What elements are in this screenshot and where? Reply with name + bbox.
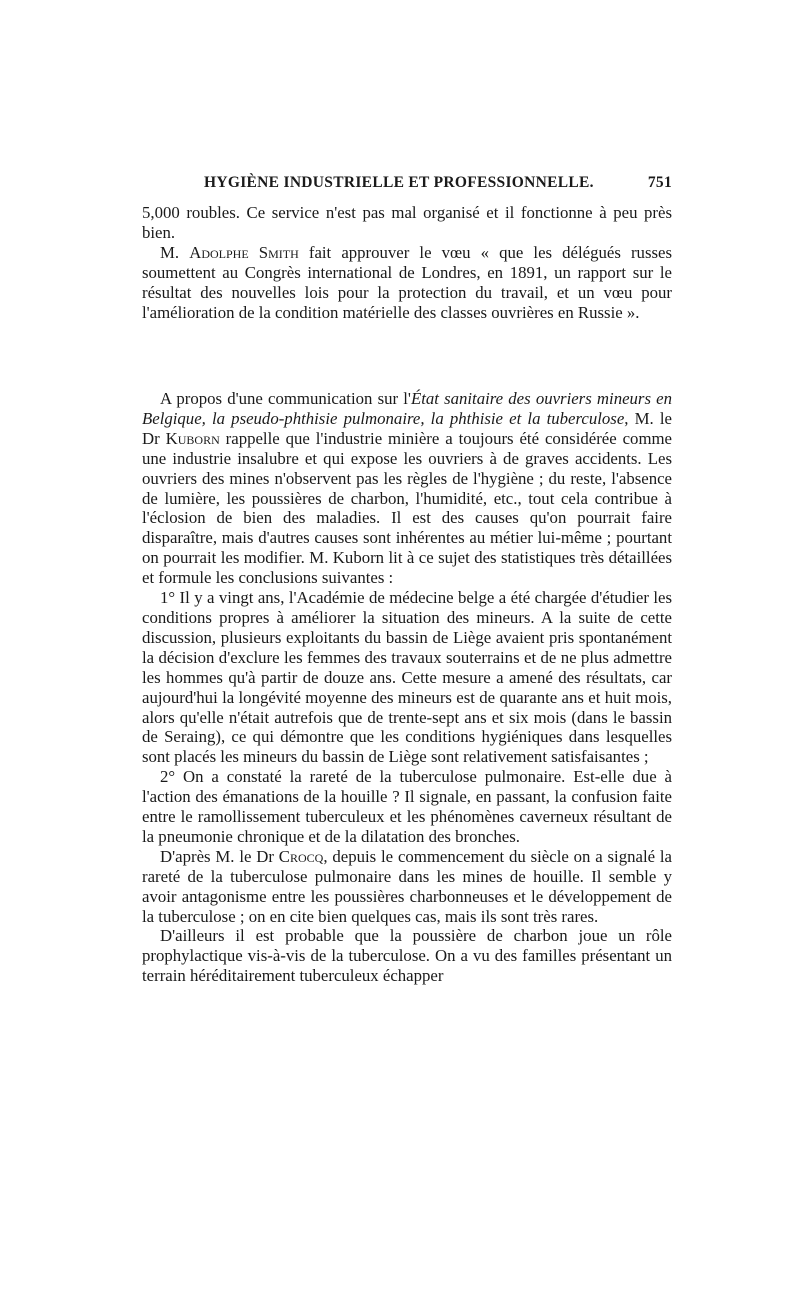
running-header	[142, 172, 672, 196]
paragraph-intro: A propos d'une communication sur l'	[160, 389, 411, 408]
text-block-main	[142, 389, 672, 986]
paragraph-smith	[142, 243, 672, 323]
text-block-top	[142, 203, 672, 322]
paragraph-mid: , M. le Dr	[142, 408, 672, 448]
paragraph-conclusion-1: 1° Il y a vingt ans, l'Académie de médecine belge a été chargée d'étudier les conditions propres à améliorer la situation des mineurs. A la suite de cette discussion, plusieurs exploitants du bassin de Liège avaient pris spontanément la décision d'exclure les femmes des travaux souterrains et de ne plus admettre les hommes qu'à partir de douze ans. Cette mesure a amené des résultats, car aujourd'hui la longévité moyenne des mineurs est de quarante ans et huit mois, alors qu'elle n'était autrefois que de trente-sept ans et six mois (dans le bassin de Seraing), ce qui démontre que les conditions hygiéniques dans lesquelles sont placés les mineurs du bassin de Liège sont relativement satisfaisantes ;	[142, 588, 672, 767]
paragraph-lead: D'après M. le Dr	[160, 846, 279, 866]
communication-title: État sanitaire des ouvriers mineurs en Belgique, la pseudo-phthisie pulmonaire, la phthisie et la tuberculose	[142, 389, 672, 428]
person-name-smith: Adolphe Smith	[189, 242, 299, 262]
paragraph-text: rappelle que l'industrie minière a toujours été considérée comme une industrie insalubre et qui expose les ouvriers à de graves accidents. Les ouvriers des mines n'observent pas les règles de l'hygiène ; du reste, l'absence de lumière, les poussières de charbon, l'humidité, etc., tout cela contribue à l'éclosion de bien des maladies. Il est des causes qu'on pourrait faire disparaître, mais d'autres causes sont inhérentes au métier lui-même ; pourtant on pourrait les modifier. M. Kuborn lit à ce sujet des statistiques très détaillées et formule les conclusions suivantes :	[142, 428, 672, 588]
paragraph-text: , depuis le commencement du siècle on a signalé la rareté de la tuberculose pulmonaire dans les mines de houille. Il semble y avoir antagonisme entre les poussières charbonneuses et le développement de la tuberculose ; on en cite bien quelques cas, mais ils sont très rares.	[142, 846, 673, 926]
paragraph-kuborn	[142, 389, 672, 588]
running-title: HYGIÈNE INDUSTRIELLE ET PROFESSIONNELLE.	[204, 174, 594, 191]
person-name-kuborn: Kuborn	[165, 428, 220, 448]
paragraph-crocq	[142, 847, 672, 927]
paragraph-lead: M.	[160, 242, 190, 262]
paragraph-continuation: 5,000 roubles. Ce service n'est pas mal organisé et il fonctionne à peu près bien.	[142, 203, 672, 242]
person-name-crocq: Crocq	[278, 846, 324, 866]
page-number: 751	[647, 174, 672, 191]
paragraph-conclusion-2: 2° On a constaté la rareté de la tuberculose pulmonaire. Est-elle due à l'action des émanations de la houille ? Il signale, en passant, la confusion faite entre le ramollissement tuberculeux et les phénomènes caverneux résultant de la pneumonie chronique et de la dilatation des bronches.	[142, 767, 672, 846]
paragraph-prophylactic: D'ailleurs il est probable que la poussière de charbon joue un rôle prophylactique vis-à-vis de la tuberculose. On a vu des familles présentant un terrain héréditairement tuberculeux échapper	[142, 926, 672, 986]
paragraph-text: fait approuver le vœu « que les délégués russes soumettent au Congrès international de Londres, en 1891, un rapport sur le résultat des nouvelles lois pour la protection du travail, et un vœu pour l'amélioration de la condition matérielle des classes ouvrières en Russie ».	[142, 242, 672, 322]
